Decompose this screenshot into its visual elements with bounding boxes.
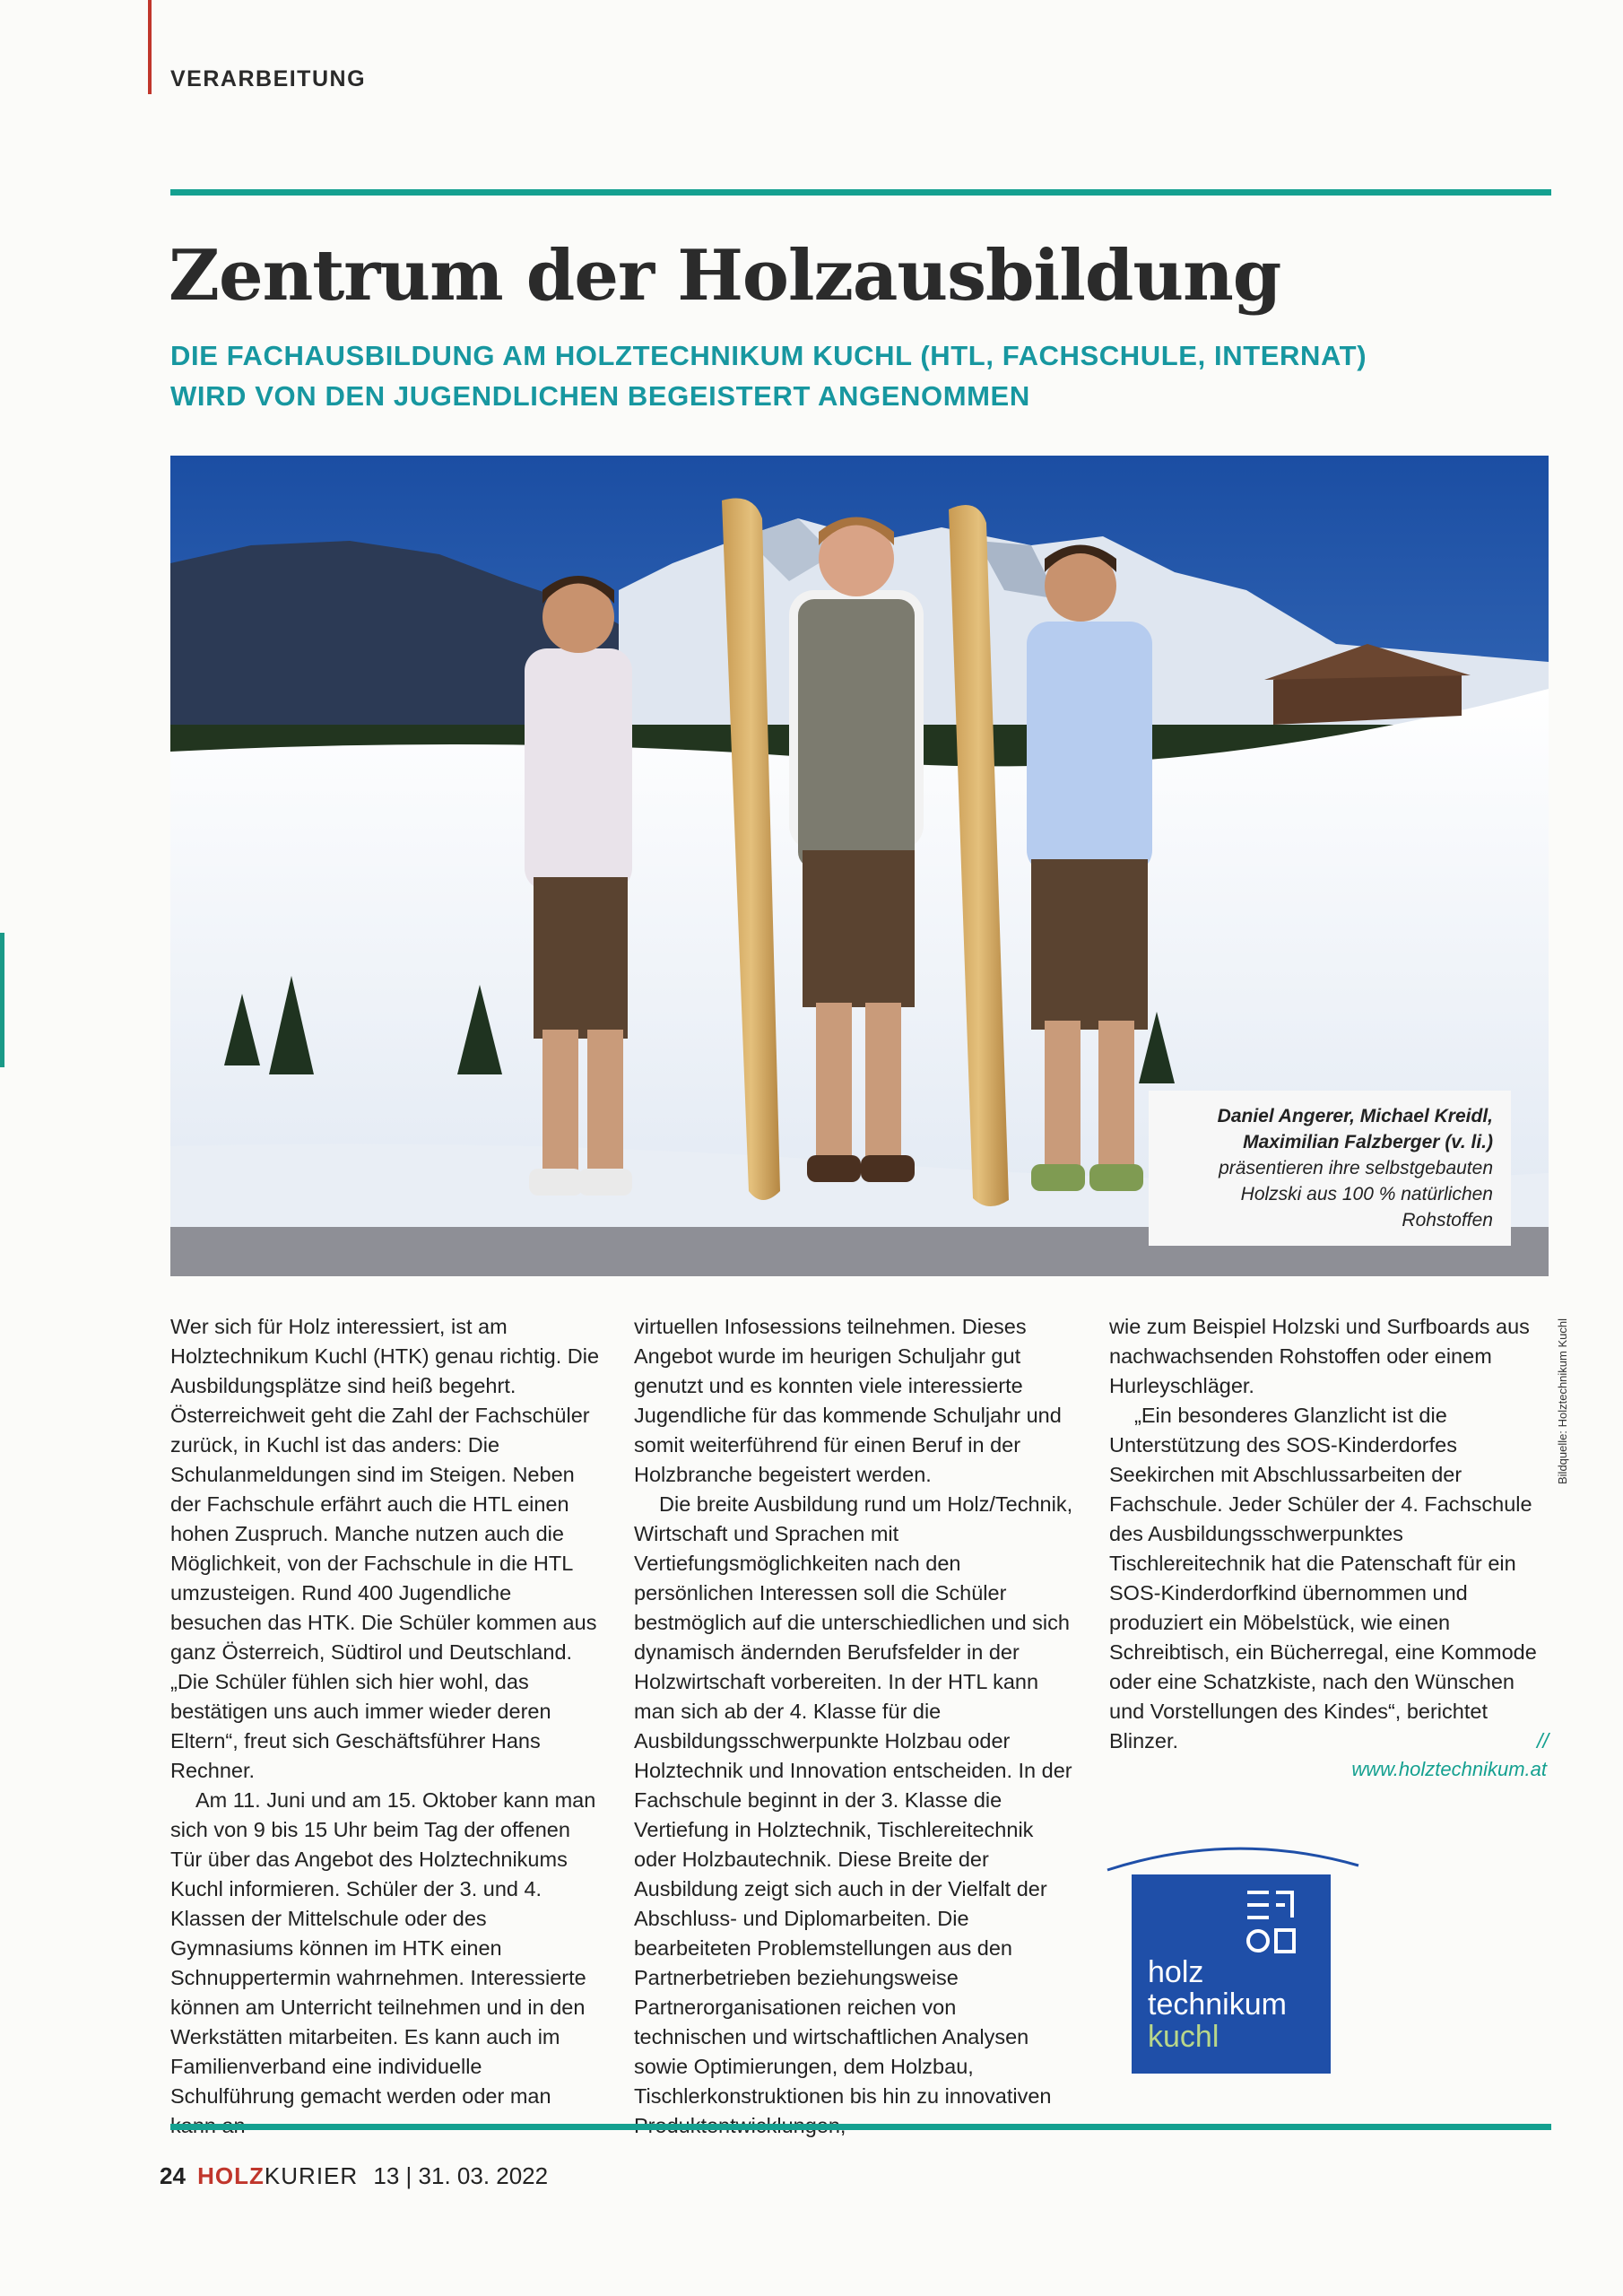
text-column-3 bbox=[1109, 1312, 1549, 1756]
paragraph: Am 11. Juni und am 15. Oktober kann man sich von 9 bis 15 Uhr beim Tag der offenen Tür über das Angebot des Holztechnikums Kuchl informieren. Schüler der 3. und 4. Klassen der Mittelschule oder des Gymnasiums können im HTK einen Schnuppertermin wahrnehmen. Interessierte können am Unterricht teilnehmen und in den Werkstätten mitarbeiten. Es kann auch im Familienverband eine individuelle Schulführung gemacht werden oder man bbox=[170, 1788, 596, 2108]
article-photo bbox=[170, 456, 1549, 1276]
logo-arc-line bbox=[1103, 1839, 1363, 1874]
magazine-name-b: KURIER bbox=[264, 2162, 359, 2189]
bottom-rule bbox=[170, 2124, 1551, 2130]
paragraph: virtuellen Infosessions teilnehmen. Dieses Angebot wurde im heurigen Schuljahr gut genutzt und es konnten viele interessierte Jugendliche für das kommende Schuljahr und somit weiterführend für einen Beruf in der Holzbranche begeistert werden. bbox=[634, 1315, 1062, 1486]
margin-accent-red bbox=[148, 0, 152, 94]
article-subtitle bbox=[170, 335, 1367, 416]
photo-credit bbox=[1556, 1278, 1574, 1484]
caption-text: präsentieren ihre selbstgebauten Holzski aus 100 % natürlichen Rohstoffen bbox=[1219, 1158, 1493, 1231]
paragraph: Wer sich für Holz interessiert, ist am Holztechnikum Kuchl (HTK) genau richtig. Die Ausbildungsplätze sind heiß begehrt. Österreichweit geht die Zahl der Fachschüler zurück, in Kuchl ist das anders: Die Schulanmeldungen sind im Steigen. Neben der Fachschule erfährt auch die HTL einen hohen Zuspruch. Manche nutzen auch die Möglichkeit, von der Fachschule in die HTL umzusteigen. Rund 400 Jugendliche besuchen das HTK. Die Schüler kommen aus ganz Österreich, Südtirol und Deutschland. „Die Schüler fühlen sich hier wohl, das bestätigen uns auch immer wieder deren Eltern“, freut sich Geschäftsführer Hans Rechner. bbox=[170, 1315, 600, 1782]
paragraph: Die breite Ausbildung rund um Holz/Technik, Wirtschaft und Sprachen mit Vertiefungsmöglichkeiten nach den persönlichen Interessen soll die Schüler bestmöglich auf die unterschiedlichen und sich dynamisch ändernden Berufsfelder in der Holzwirtschaft vorbereiten. In der HTL kann man sich ab der 4. Klasse für die Ausbildungsschwerpunkte Holzbau oder Holztechnik und Innovation entscheiden. In der Fachschule beginnt in der 3. Klasse die Vertiefung in Holztechnik, Tischlereitechnik oder Holzbautechnik. Diese Breite der Ausbildung zeigt sich auch in der Vielfalt der Abschluss- und Diplomarbeiten. Die bearbeiteten Problemstellungen aus den Partnerbetrieben beziehungsweise Partnerorganisationen reichen von technischen und wirtschaftlichen Analysen sowie Optimierungen, dem Holzbau, Tischlerkonstruktionen bis hin zu innovativen bbox=[634, 1492, 1073, 2108]
text-column-1 bbox=[170, 1312, 601, 2141]
subtitle-line-2: WIRD VON DEN JUGENDLICHEN BEGEISTERT ANGENOMMEN bbox=[170, 380, 1030, 412]
article-title: Zentrum der Holzausbildung bbox=[169, 235, 1281, 317]
end-mark: // bbox=[1536, 1729, 1549, 1752]
page-number: 24 bbox=[160, 2162, 186, 2189]
section-label: VERARBEITUNG bbox=[170, 66, 367, 91]
magazine-name bbox=[197, 2162, 358, 2189]
photo-caption bbox=[1149, 1091, 1511, 1246]
issue-date: 13 | 31. 03. 2022 bbox=[373, 2162, 549, 2189]
text-column-2 bbox=[634, 1312, 1073, 2141]
paragraph: wie zum Beispiel Holzski und Surfboards aus nachwachsenden Rohstoffen oder einem Hurleyschläger. bbox=[1109, 1315, 1530, 1397]
holztechnikum-logo bbox=[1132, 1874, 1331, 2074]
magazine-name-a: HOLZ bbox=[197, 2162, 265, 2189]
page-footer bbox=[160, 2162, 548, 2190]
top-rule bbox=[170, 189, 1551, 196]
logo-text-holz: holz bbox=[1148, 1955, 1204, 1989]
paragraph bbox=[1109, 1401, 1549, 1756]
website-link[interactable]: www.holztechnikum.at bbox=[1351, 1758, 1547, 1780]
logo-mark-icon bbox=[1245, 1887, 1296, 1959]
photo-credit-text: Bildquelle: Holztechnikum Kuchl bbox=[1556, 1318, 1569, 1484]
paragraph-text: „Ein besonderes Glanzlicht ist die Unterstützung des SOS-Kinderdorfes Seekirchen mit Abschlussarbeiten der Fachschule. Jeder Schüler der 4. Fachschule des Ausbildungsschwerpunktes Tischlereitechnik hat die Patenschaft für ein SOS-Kinderdorfkind übernommen und produziert ein Möbelstück, wie einen Schreibtisch, ein Bücherregal, eine Kommode oder eine Schatzkiste, nach den Wünschen und Vorstellungen des Kindes“, berichtet Blinzer. bbox=[1109, 1404, 1537, 1752]
logo-text-technikum: technikum bbox=[1148, 1987, 1287, 2022]
margin-accent-teal bbox=[0, 933, 4, 1067]
logo-text-kuchl: kuchl bbox=[1148, 2020, 1219, 2054]
subtitle-line-1: DIE FACHAUSBILDUNG AM HOLZTECHNIKUM KUCHL (HTL, FACHSCHULE, INTERNAT) bbox=[170, 340, 1367, 371]
caption-names: Daniel Angerer, Michael Kreidl, Maximilian Falzberger (v. li.) bbox=[1217, 1106, 1493, 1152]
